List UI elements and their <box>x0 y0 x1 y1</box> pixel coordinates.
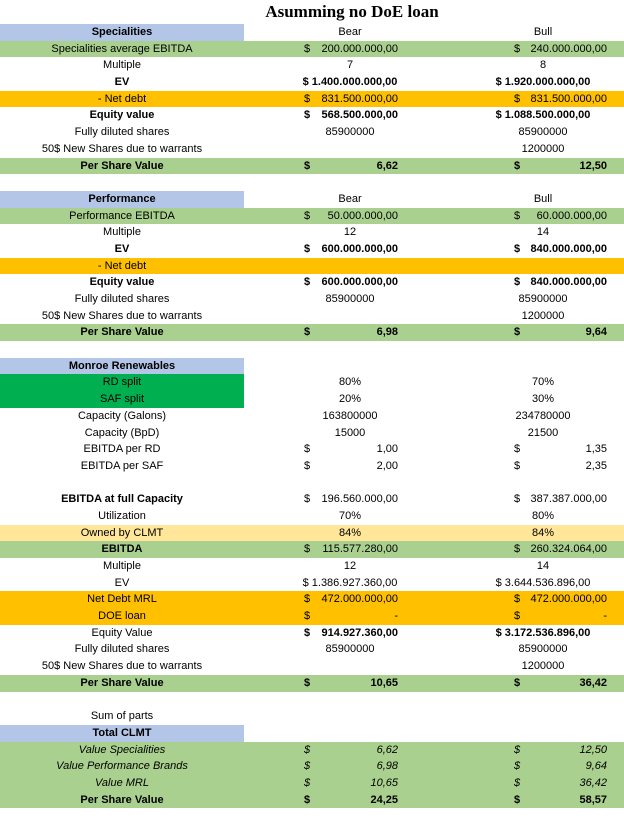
currency-symbol: $ <box>514 242 521 255</box>
bear-value: 85900000 <box>325 126 375 139</box>
currency-symbol: $ <box>304 326 311 339</box>
bear-value: 2,00 <box>376 459 398 472</box>
row-label: Fully diluted shares <box>74 643 170 656</box>
currency-symbol: $ <box>304 109 311 122</box>
bull-value: 14 <box>536 560 550 572</box>
row-label: EV <box>114 576 130 589</box>
bear-value: $ 1.400.000.000,00 <box>302 76 398 89</box>
bear-value: 15000 <box>334 426 366 439</box>
bull-value: 80% <box>531 509 555 522</box>
bull-value: 14 <box>536 226 550 239</box>
row-label: Multiple <box>103 560 141 572</box>
row-label: Per Share Value <box>80 326 164 339</box>
sum-of-parts-row <box>0 708 624 725</box>
bull-value: $ 3.644.536.896,00 <box>495 576 591 589</box>
section-header-monroe: Monroe Renewables <box>0 358 244 375</box>
row-label: 50$ New Shares due to warrants <box>41 660 203 673</box>
spacer <box>0 174 624 191</box>
monroe-ebitda-row <box>0 541 624 558</box>
specialities-avg-ebitda-row <box>0 41 624 58</box>
row-label: EV <box>114 76 130 89</box>
currency-symbol: $ <box>514 776 521 789</box>
currency-symbol: $ <box>514 326 521 339</box>
spacer <box>0 475 624 492</box>
row-label: 50$ New Shares due to warrants <box>41 142 203 155</box>
currency-symbol: $ <box>304 593 311 606</box>
row-label: DOE loan <box>98 610 146 623</box>
bear-value: 50.000.000,00 <box>327 209 398 222</box>
row-label: Utilization <box>98 509 146 522</box>
bull-value: 85900000 <box>518 293 568 305</box>
performance-equity-row <box>0 274 624 291</box>
currency-symbol: $ <box>514 443 521 456</box>
bear-value: 24,25 <box>370 793 398 806</box>
currency-symbol: $ <box>514 610 521 623</box>
performance-warrants-row <box>0 308 624 325</box>
currency-symbol: $ <box>304 42 311 55</box>
monroe-utilization-row <box>0 508 624 525</box>
monroe-equity-row <box>0 625 624 642</box>
spacer <box>0 692 624 709</box>
performance-net-debt-row <box>0 258 624 275</box>
monroe-multiple-row <box>0 558 624 575</box>
spacer <box>0 341 624 358</box>
bear-value: $ 1.386.927.360,00 <box>302 576 398 589</box>
currency-symbol: $ <box>514 793 521 806</box>
row-label: Per Share Value <box>80 793 164 806</box>
bear-value: 472.000.000,00 <box>321 593 398 606</box>
row-label: Net Debt MRL <box>87 593 157 606</box>
row-label: Sum of parts <box>90 710 154 723</box>
currency-symbol: $ <box>514 209 521 222</box>
bear-value: 163800000 <box>322 409 378 422</box>
bull-value: $ 1.088.500.000,00 <box>495 109 591 122</box>
row-label: Per Share Value <box>80 676 164 689</box>
row-label: EV <box>114 242 130 255</box>
bear-value: 10,65 <box>370 776 398 789</box>
bull-value: 85900000 <box>518 643 568 656</box>
currency-symbol: $ <box>514 593 521 606</box>
monroe-per-share-row <box>0 675 624 692</box>
monroe-ebitda-saf-row <box>0 458 624 475</box>
performance-ev-row <box>0 241 624 258</box>
bear-value: 914.927.360,00 <box>321 626 398 639</box>
bull-value: 60.000.000,00 <box>536 209 607 222</box>
row-label: Capacity (Galons) <box>77 409 167 422</box>
row-label: Value MRL <box>94 776 149 789</box>
bear-value: 115.577.280,00 <box>322 543 398 556</box>
bull-value: 8 <box>539 59 547 72</box>
bear-value: 85900000 <box>325 643 375 656</box>
currency-symbol: $ <box>304 543 311 556</box>
bull-value: 21500 <box>527 426 559 439</box>
row-label: Performance EBITDA <box>69 209 175 222</box>
bull-value: 84% <box>531 526 555 539</box>
bear-value: 70% <box>338 509 362 522</box>
value-specialities-row <box>0 742 624 759</box>
bear-value: 6,62 <box>376 159 398 172</box>
specialities-multiple-row <box>0 57 624 74</box>
bull-value: 1200000 <box>521 309 565 322</box>
bear-value: 80% <box>338 376 362 389</box>
bull-value: 1200000 <box>521 142 565 155</box>
bear-value: 196.560.000,00 <box>321 493 398 506</box>
valuation-sheet <box>0 24 624 808</box>
bear-value: 200.000.000,00 <box>321 42 398 55</box>
monroe-capacity-bpd-row <box>0 425 624 442</box>
currency-symbol: $ <box>304 493 311 506</box>
row-label: Equity value <box>89 276 155 289</box>
row-label: Value Specialities <box>78 743 166 756</box>
bear-column-label: Bear <box>338 26 362 38</box>
currency-symbol: $ <box>514 92 521 105</box>
row-label: Specialities average EBITDA <box>51 42 193 55</box>
currency-symbol: $ <box>304 209 311 222</box>
currency-symbol: $ <box>514 543 521 556</box>
currency-symbol: $ <box>304 276 311 289</box>
specialities-diluted-row <box>0 124 624 141</box>
bull-column-label: Bull <box>533 192 553 205</box>
bear-value: 84% <box>338 526 362 539</box>
bear-value: 1,00 <box>376 443 398 456</box>
currency-symbol: $ <box>514 743 521 756</box>
currency-symbol: $ <box>304 242 311 255</box>
row-label: EBITDA <box>101 543 143 556</box>
bull-value: 1,35 <box>585 443 607 456</box>
bear-value: 85900000 <box>325 293 375 305</box>
row-label: Fully diluted shares <box>74 126 170 139</box>
bear-value: 12 <box>343 226 357 239</box>
bull-value: 12,50 <box>579 743 607 756</box>
bull-value: 36,42 <box>579 676 607 689</box>
row-label: EBITDA per SAF <box>80 459 164 472</box>
bull-value: 840.000.000,00 <box>530 276 607 289</box>
currency-symbol: $ <box>304 776 311 789</box>
specialities-warrants-row <box>0 141 624 158</box>
bull-value: 2,35 <box>585 459 607 472</box>
specialities-header-row <box>0 24 624 41</box>
bear-value: 6,98 <box>376 760 398 773</box>
bull-value: 9,64 <box>585 326 607 339</box>
bear-value: 568.500.000,00 <box>321 109 398 122</box>
bear-value: 6,62 <box>376 743 398 756</box>
currency-symbol: $ <box>304 443 311 456</box>
bull-value: 85900000 <box>518 126 568 139</box>
bull-value: - <box>603 610 607 623</box>
total-per-share-row <box>0 792 624 809</box>
bull-value: $ 1.920.000.000,00 <box>495 76 591 89</box>
row-label: - Net debt <box>97 92 147 105</box>
performance-ebitda-row <box>0 208 624 225</box>
row-label: Value Performance Brands <box>56 760 188 773</box>
bear-value: 12 <box>343 560 357 572</box>
bull-value: 240.000.000,00 <box>530 42 607 55</box>
bull-value: 840.000.000,00 <box>530 242 607 255</box>
currency-symbol: $ <box>304 760 311 773</box>
monroe-warrants-row <box>0 658 624 675</box>
row-label: Multiple <box>103 226 141 239</box>
bull-column-label: Bull <box>533 26 553 38</box>
bull-value: 1200000 <box>521 660 565 673</box>
monroe-ebitda-rd-row <box>0 441 624 458</box>
value-performance-row <box>0 758 624 775</box>
specialities-net-debt-row <box>0 91 624 108</box>
bear-value: 6,98 <box>376 326 398 339</box>
specialities-per-share-row <box>0 158 624 175</box>
row-label: EBITDA at full Capacity <box>61 493 183 506</box>
bull-value: 12,50 <box>579 159 607 172</box>
section-header-total-clmt: Total CLMT <box>0 725 244 742</box>
currency-symbol: $ <box>304 459 311 472</box>
row-label: Equity value <box>89 109 155 122</box>
page-title: Asumming no DoE loan <box>265 2 439 21</box>
currency-symbol: $ <box>514 159 521 172</box>
monroe-rd-split-row <box>0 374 624 391</box>
bull-value: 70% <box>531 376 555 389</box>
bear-column-label: Bear <box>338 192 362 205</box>
bear-value: 7 <box>346 59 354 72</box>
performance-multiple-row <box>0 224 624 241</box>
row-label: Equity Value <box>91 626 153 639</box>
specialities-ev-row <box>0 74 624 91</box>
currency-symbol: $ <box>304 92 311 105</box>
monroe-capacity-gal-row <box>0 408 624 425</box>
currency-symbol: $ <box>304 743 311 756</box>
section-header-performance: Performance <box>0 191 244 208</box>
performance-header-row <box>0 191 624 208</box>
bull-value: 36,42 <box>579 776 607 789</box>
bear-value: 831.500.000,00 <box>321 92 398 105</box>
row-label: Capacity (BpD) <box>84 426 160 439</box>
monroe-doe-loan-row <box>0 608 624 625</box>
currency-symbol: $ <box>304 676 311 689</box>
bull-value: 472.000.000,00 <box>530 593 607 606</box>
monroe-diluted-row <box>0 641 624 658</box>
bear-value: 600.000.000,00 <box>321 276 398 289</box>
row-label: Multiple <box>103 59 141 72</box>
row-label: SAF split <box>0 391 244 408</box>
performance-diluted-row <box>0 291 624 308</box>
currency-symbol: $ <box>514 459 521 472</box>
bull-value: 831.500.000,00 <box>530 92 607 105</box>
currency-symbol: $ <box>514 676 521 689</box>
bull-value: $ 3.172.536.896,00 <box>495 626 591 639</box>
currency-symbol: $ <box>304 793 311 806</box>
monroe-header-row <box>0 358 624 375</box>
monroe-ev-row <box>0 575 624 592</box>
currency-symbol: $ <box>304 159 311 172</box>
row-label: 50$ New Shares due to warrants <box>41 309 203 322</box>
bear-value: 10,65 <box>370 676 398 689</box>
bull-value: 234780000 <box>515 409 571 422</box>
monroe-owned-row <box>0 525 624 542</box>
currency-symbol: $ <box>514 493 521 506</box>
currency-symbol: $ <box>514 42 521 55</box>
currency-symbol: $ <box>514 760 521 773</box>
performance-per-share-row <box>0 324 624 341</box>
row-label: Fully diluted shares <box>74 293 170 305</box>
currency-symbol: $ <box>304 610 311 623</box>
bull-value: 260.324.064,00 <box>530 543 607 556</box>
value-mrl-row <box>0 775 624 792</box>
bull-value: 30% <box>531 393 555 406</box>
row-label: RD split <box>0 374 244 391</box>
bear-value: 600.000.000,00 <box>321 242 398 255</box>
bull-value: 58,57 <box>579 793 607 806</box>
row-label: Owned by CLMT <box>80 526 164 539</box>
monroe-net-debt-row <box>0 591 624 608</box>
specialities-equity-row <box>0 107 624 124</box>
row-label: - Net debt <box>97 259 147 272</box>
monroe-saf-split-row <box>0 391 624 408</box>
row-label: EBITDA per RD <box>83 443 161 456</box>
total-clmt-header-row <box>0 725 624 742</box>
section-header-specialities: Specialities <box>0 24 244 41</box>
monroe-ebitda-full-row <box>0 491 624 508</box>
bull-value: 387.387.000,00 <box>530 493 607 506</box>
row-label: Per Share Value <box>80 159 164 172</box>
currency-symbol: $ <box>514 276 521 289</box>
bear-value: - <box>394 610 398 623</box>
bear-value: 20% <box>338 393 362 406</box>
bull-value: 9,64 <box>585 760 607 773</box>
currency-symbol: $ <box>304 626 311 639</box>
